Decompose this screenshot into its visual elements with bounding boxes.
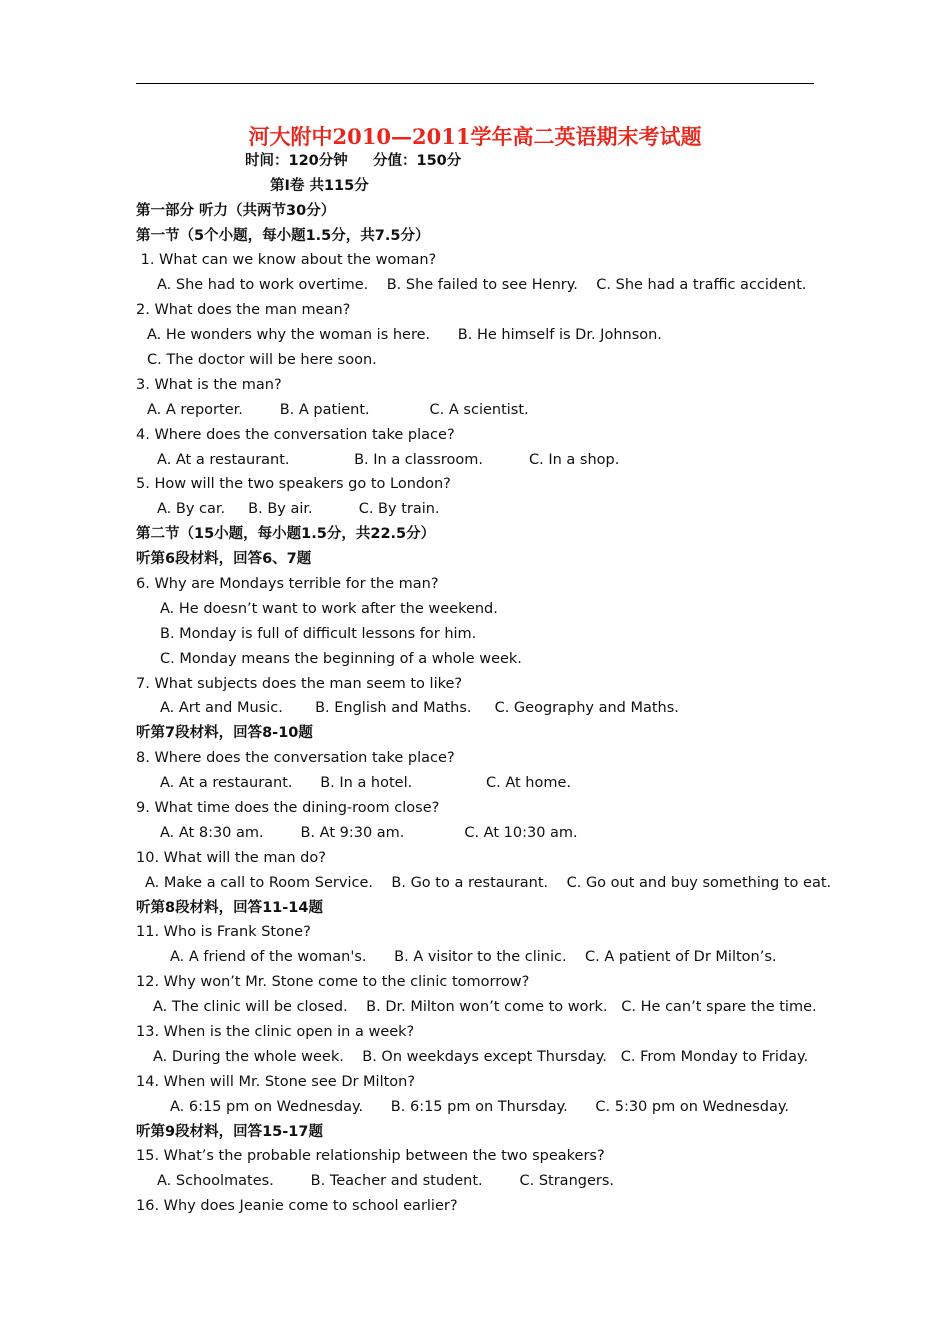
question-1: 1. What can we know about the woman? <box>136 252 437 268</box>
material-heading: 听第6段材料，回答6、7题 <box>136 551 312 567</box>
question-4-options: A. At a restaurant. B. In a classroom. C. In a shop. <box>157 452 620 468</box>
question-14: 14. When will Mr. Stone see Dr Milton? <box>136 1074 416 1090</box>
question-2-option-c: C. The doctor will be here soon. <box>147 352 377 368</box>
question-9-options: A. At 8:30 am. B. At 9:30 am. C. At 10:30 am. <box>160 825 578 841</box>
question-12: 12. Why won’t Mr. Stone come to the clinic tomorrow? <box>136 974 530 990</box>
question-8: 8. Where does the conversation take place? <box>136 750 455 766</box>
question-11: 11. Who is Frank Stone? <box>136 924 311 940</box>
question-2: 2. What does the man mean? <box>136 302 351 318</box>
question-6-option-b: B. Monday is full of difficult lessons for him. <box>160 626 477 642</box>
page-title: 河大附中2010—2011学年高二英语期末考试题 <box>248 124 702 149</box>
question-16: 16. Why does Jeanie come to school earlier? <box>136 1198 458 1214</box>
question-6-option-c: C. Monday means the beginning of a whole week. <box>160 651 522 667</box>
question-5-options: A. By car. B. By air. C. By train. <box>157 501 440 517</box>
section-heading: 第一节（5个小题，每小题1.5分，共7.5分） <box>136 228 430 244</box>
question-10: 10. What will the man do? <box>136 850 326 866</box>
time-score-line: 时间：120分钟 分值：150分 <box>245 153 462 169</box>
question-10-options: A. Make a call to Room Service. B. Go to a restaurant. C. Go out and buy something to eat. <box>145 875 832 891</box>
question-1-options: A. She had to work overtime. B. She failed to see Henry. C. She had a traffic accident. <box>157 277 807 293</box>
section-heading: 第二节（15小题，每小题1.5分，共22.5分） <box>136 526 436 542</box>
question-12-options: A. The clinic will be closed. B. Dr. Milton won’t come to work. C. He can’t spare the time. <box>153 999 817 1015</box>
question-13-options: A. During the whole week. B. On weekdays except Thursday. C. From Monday to Friday. <box>153 1049 809 1065</box>
question-8-options: A. At a restaurant. B. In a hotel. C. At home. <box>160 775 572 791</box>
question-13: 13. When is the clinic open in a week? <box>136 1024 415 1040</box>
question-5: 5. How will the two speakers go to London? <box>136 476 451 492</box>
material-heading: 听第9段材料，回答15-17题 <box>136 1124 323 1140</box>
question-3: 3. What is the man? <box>136 377 282 393</box>
material-heading: 听第8段材料，回答11-14题 <box>136 900 323 916</box>
question-6: 6. Why are Mondays terrible for the man? <box>136 576 439 592</box>
question-14-options: A. 6:15 pm on Wednesday. B. 6:15 pm on Thursday. C. 5:30 pm on Wednesday. <box>170 1099 789 1115</box>
question-7-options: A. Art and Music. B. English and Maths. C. Geography and Maths. <box>160 700 679 716</box>
volume-heading: 第Ⅰ卷 共115分 <box>270 178 369 194</box>
question-9: 9. What time does the dining-room close? <box>136 800 440 816</box>
question-6-option-a: A. He doesn’t want to work after the weekend. <box>160 601 498 617</box>
header-rule <box>136 83 814 84</box>
question-2-options-ab: A. He wonders why the woman is here. B. He himself is Dr. Johnson. <box>147 327 662 343</box>
question-7: 7. What subjects does the man seem to like? <box>136 676 463 692</box>
question-15-options: A. Schoolmates. B. Teacher and student. C. Strangers. <box>157 1173 615 1189</box>
question-11-options: A. A friend of the woman's. B. A visitor to the clinic. C. A patient of Dr Milton’s. <box>170 949 777 965</box>
question-15: 15. What’s the probable relationship between the two speakers? <box>136 1148 605 1164</box>
question-4: 4. Where does the conversation take place? <box>136 427 455 443</box>
material-heading: 听第7段材料，回答8-10题 <box>136 725 313 741</box>
part-heading: 第一部分 听力（共两节30分） <box>136 203 336 219</box>
question-3-options: A. A reporter. B. A patient. C. A scientist. <box>147 402 529 418</box>
